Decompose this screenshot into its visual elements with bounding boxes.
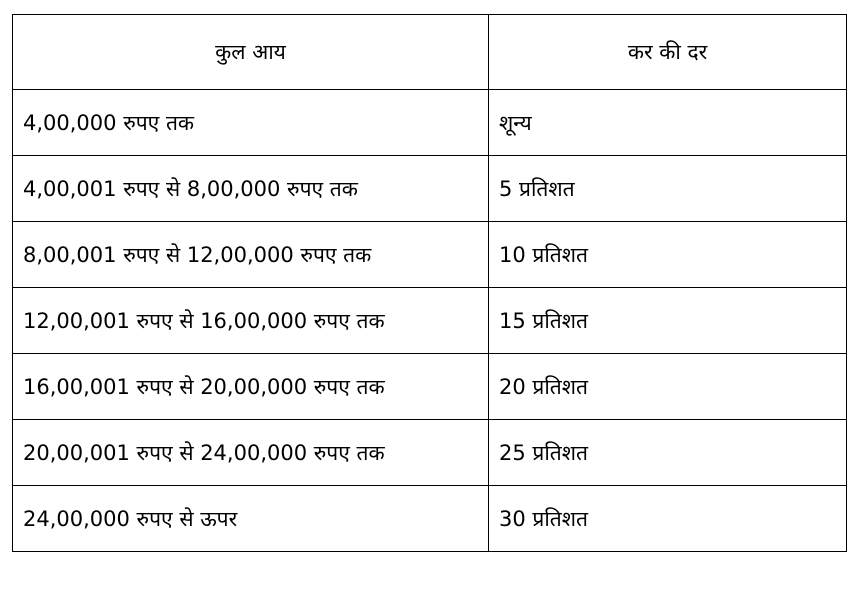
rate-cell: 15 प्रतिशत (489, 288, 847, 354)
income-cell: 16,00,001 रुपए से 20,00,000 रुपए तक (13, 354, 489, 420)
income-cell: 20,00,001 रुपए से 24,00,000 रुपए तक (13, 420, 489, 486)
rate-cell: 30 प्रतिशत (489, 486, 847, 552)
table-row (13, 90, 847, 156)
header-total-income: कुल आय (13, 15, 489, 90)
income-cell: 4,00,001 रुपए से 8,00,000 रुपए तक (13, 156, 489, 222)
rate-cell: 5 प्रतिशत (489, 156, 847, 222)
table-row (13, 156, 847, 222)
rate-cell: 20 प्रतिशत (489, 354, 847, 420)
table-row (13, 288, 847, 354)
table-row (13, 222, 847, 288)
table-row (13, 486, 847, 552)
income-cell: 4,00,000 रुपए तक (13, 90, 489, 156)
table-row (13, 420, 847, 486)
income-cell: 24,00,000 रुपए से ऊपर (13, 486, 489, 552)
rate-cell: शून्य (489, 90, 847, 156)
rate-cell: 25 प्रतिशत (489, 420, 847, 486)
income-cell: 8,00,001 रुपए से 12,00,000 रुपए तक (13, 222, 489, 288)
rate-cell: 10 प्रतिशत (489, 222, 847, 288)
table-header-row (13, 15, 847, 90)
tax-rate-table (12, 14, 847, 552)
income-cell: 12,00,001 रुपए से 16,00,000 रुपए तक (13, 288, 489, 354)
table-row (13, 354, 847, 420)
header-tax-rate: कर की दर (489, 15, 847, 90)
